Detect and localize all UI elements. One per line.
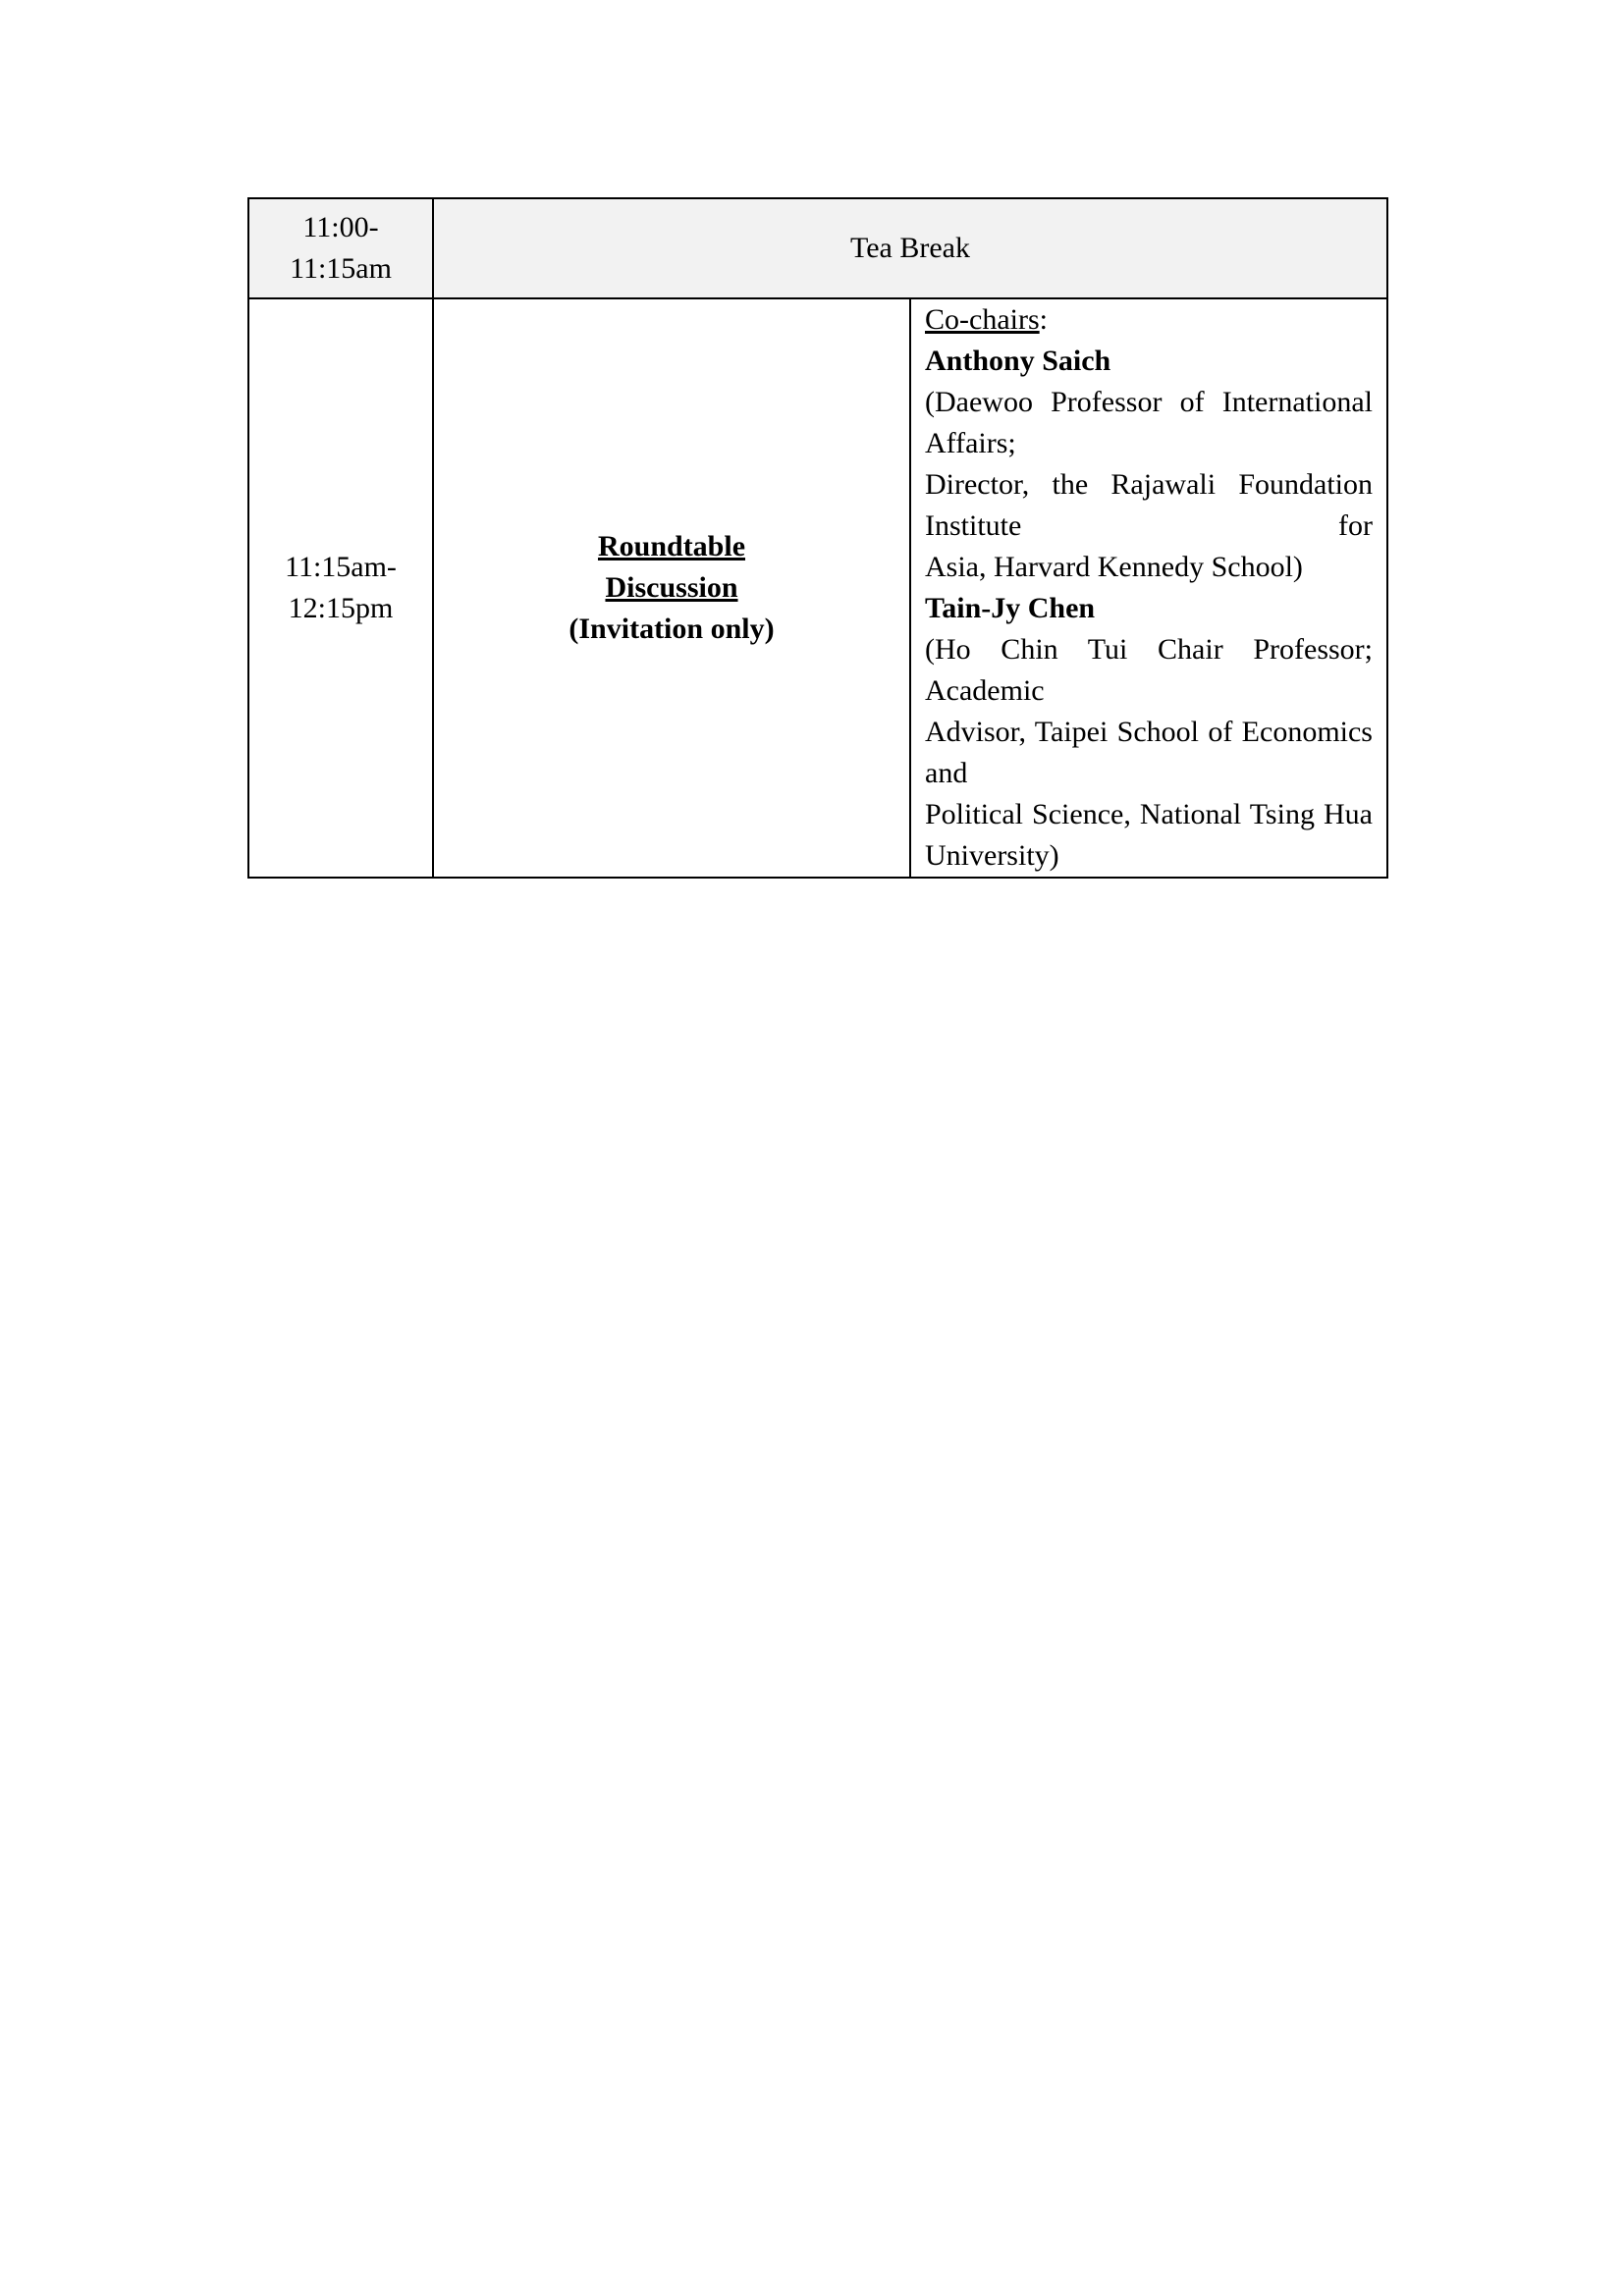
cochairs-colon: :: [1039, 303, 1048, 336]
chair1-name: Anthony Saich: [925, 345, 1111, 377]
tea-break-label: Tea Break: [433, 198, 1387, 298]
session-note: (Invitation only): [568, 613, 775, 645]
roundtable-row: [248, 298, 1387, 878]
chair2-name: Tain-Jy Chen: [925, 592, 1096, 624]
session-title-line2: Discussion: [605, 571, 738, 604]
chair2-affiliation-line1: (Ho Chin Tui Chair Professor; Academic: [925, 633, 1373, 707]
roundtable-session: [433, 298, 910, 878]
tea-break-time-end: 11:15am: [290, 252, 392, 285]
roundtable-time: [248, 298, 433, 878]
chair1-affiliation-line2: Director, the Rajawali Foundation Institute for: [925, 468, 1373, 542]
chair2-affiliation-line4: University): [925, 839, 1059, 872]
chair1-affiliation-line3: Asia, Harvard Kennedy School): [925, 551, 1303, 583]
chair2-affiliation-line2: Advisor, Taipei School of Economics and: [925, 716, 1373, 789]
tea-break-time: [248, 198, 433, 298]
chair2-affiliation-line3: Political Science, National Tsing Hua: [925, 798, 1373, 830]
roundtable-time-end: 12:15pm: [288, 592, 394, 624]
session-title-line1: Roundtable: [597, 530, 746, 562]
chair1-affiliation-line1: (Daewoo Professor of International Affairs;: [925, 386, 1373, 459]
cochairs-label: Co-chairs: [925, 303, 1040, 336]
cochairs-cell: [910, 298, 1387, 878]
schedule-table: [247, 197, 1388, 879]
cochairs-heading: [925, 299, 1373, 341]
tea-break-row: [248, 198, 1387, 298]
tea-break-time-start: 11:00-: [302, 211, 379, 243]
roundtable-time-start: 11:15am-: [285, 551, 397, 583]
